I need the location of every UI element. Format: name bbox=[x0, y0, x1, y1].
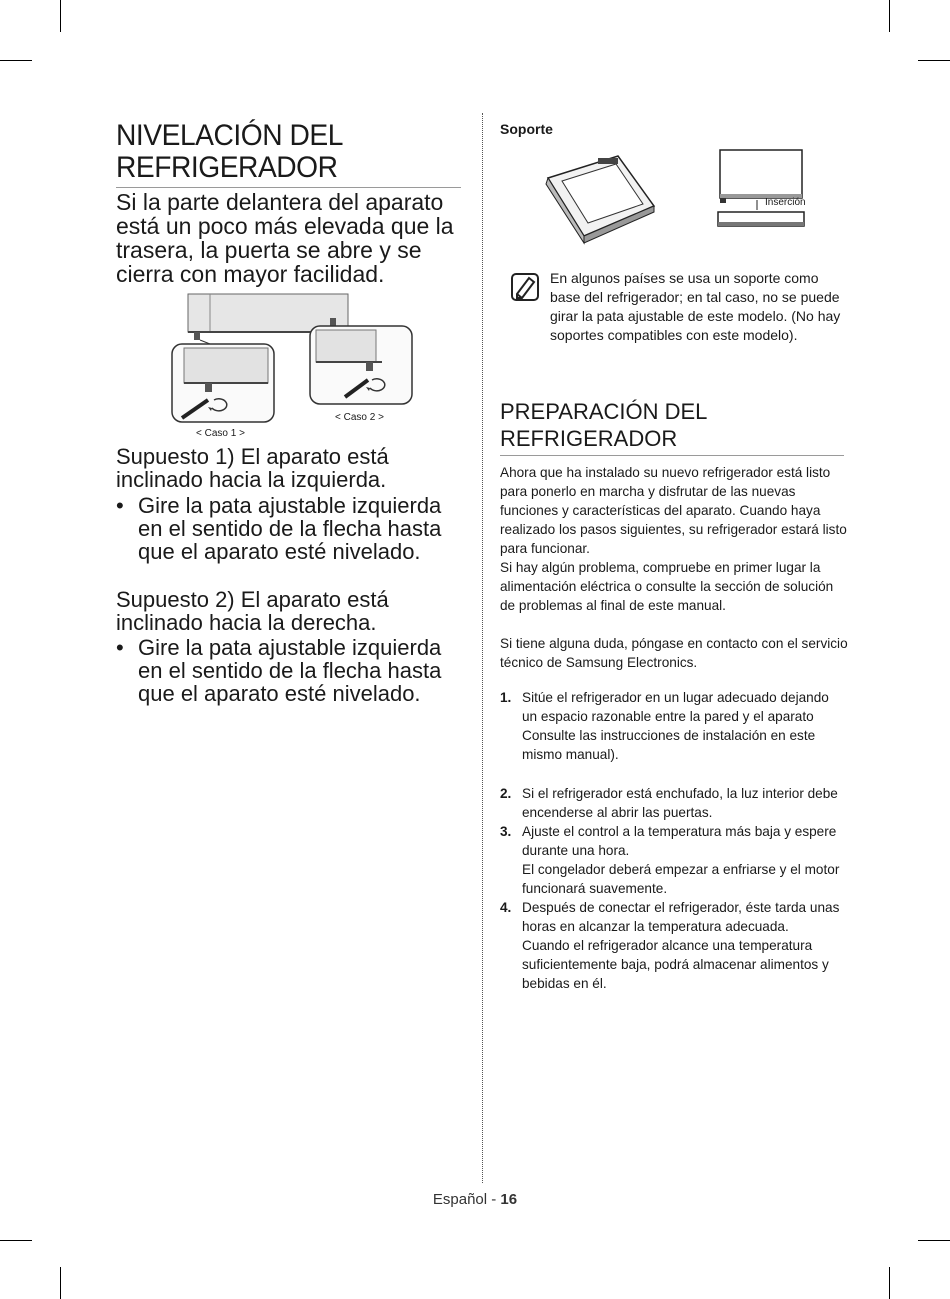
step-number: 2. bbox=[500, 786, 512, 801]
paragraph: Ahora que ha instalado su nuevo refrigerador está listo para ponerlo en marcha y disfrutar de las nuevas funciones y características del aparato. Cuando haya realizado los pasos siguientes, su refrigerador estará listo para funcionar. bbox=[500, 465, 847, 556]
crop-mark bbox=[0, 1240, 32, 1241]
step-number: 4. bbox=[500, 900, 512, 915]
step-text: Si el refrigerador está enchufado, la luz interior debe encenderse al abrir las puertas. bbox=[522, 786, 838, 820]
supuesto1-heading: Supuesto 1) El aparato está inclinado hacia la izquierda. bbox=[116, 444, 389, 492]
soporte-label: Soporte bbox=[500, 121, 553, 137]
soporte-illustration bbox=[540, 148, 660, 246]
insercion-illustration bbox=[712, 148, 812, 230]
step-extra: Cuando el refrigerador alcance una temperatura suficientemente baja, podrá almacenar alimentos y bebidas en él. bbox=[522, 938, 829, 991]
step-body bbox=[522, 784, 844, 822]
caso2-caption: < Caso 2 > bbox=[335, 412, 384, 423]
crop-mark bbox=[918, 60, 950, 61]
bullet-dot: • bbox=[116, 635, 124, 660]
crop-mark bbox=[889, 1267, 890, 1299]
crop-mark bbox=[889, 0, 890, 32]
page-footer bbox=[0, 1191, 950, 1208]
title-line: REFRIGERADOR bbox=[116, 151, 338, 184]
bullet-text: Gire la pata ajustable izquierda en el sentido de la flecha hasta que el aparato esté nivelado. bbox=[138, 635, 442, 706]
step-number: 1. bbox=[500, 690, 512, 705]
caso1-caption: < Caso 1 > bbox=[196, 428, 245, 439]
crop-mark bbox=[60, 1267, 61, 1299]
step-text: Ajuste el control a la temperatura más baja y espere durante una hora. bbox=[522, 824, 837, 858]
crop-mark bbox=[918, 1240, 950, 1241]
bullet-dot: • bbox=[116, 493, 124, 518]
insercion-label: Inserción bbox=[765, 197, 806, 208]
step-text: Sitúe el refrigerador en un lugar adecuado dejando un espacio razonable entre la pared y el aparato bbox=[522, 690, 829, 724]
crop-mark bbox=[60, 0, 61, 32]
note-text: En algunos países se usa un soporte como base del refrigerador; en tal caso, no se puede girar la pata ajustable de este modelo. (No hay soportes compatibles con este modelo). bbox=[550, 270, 841, 343]
crop-mark bbox=[0, 60, 32, 61]
intro-paragraph: Si la parte delantera del aparato está un poco más elevada que la trasera, la puerta se abre y se cierra con mayor facilidad. bbox=[116, 189, 454, 287]
step-text: Después de conectar el refrigerador, éste tarda unas horas en alcanzar la temperatura adecuada. bbox=[522, 900, 840, 934]
note-icon bbox=[510, 272, 540, 302]
page-number: 16 bbox=[500, 1191, 518, 1208]
title-line: PREPARACIÓN DEL bbox=[500, 399, 708, 424]
paragraph: Si tiene alguna duda, póngase en contacto con el servicio técnico de Samsung Electronics. bbox=[500, 636, 848, 670]
step-extra: El congelador deberá empezar a enfriarse y el motor funcionará suavemente. bbox=[522, 862, 840, 896]
footer-language: Español - bbox=[432, 1191, 501, 1208]
title-rule bbox=[500, 455, 844, 456]
bullet-text: Gire la pata ajustable izquierda en el sentido de la flecha hasta que el aparato esté nivelado. bbox=[138, 493, 442, 564]
supuesto2-heading: Supuesto 2) El aparato está inclinado hacia la derecha. bbox=[116, 587, 389, 635]
section-title-nivelacion bbox=[116, 120, 440, 184]
title-line: REFRIGERADOR bbox=[500, 426, 678, 451]
title-rule bbox=[116, 187, 461, 188]
step-extra: Consulte las instrucciones de instalación en este mismo manual). bbox=[522, 728, 816, 762]
paragraph: Si hay algún problema, compruebe en primer lugar la alimentación eléctrica o consulte la sección de solución de problemas al final de este manual. bbox=[500, 560, 834, 613]
step-body bbox=[522, 688, 844, 764]
title-line: NIVELACIÓN DEL bbox=[116, 119, 343, 152]
step-body bbox=[522, 822, 844, 898]
column-divider bbox=[482, 113, 483, 1183]
step-number: 3. bbox=[500, 824, 512, 839]
step-body bbox=[522, 898, 844, 993]
section-title-preparacion bbox=[500, 398, 845, 452]
